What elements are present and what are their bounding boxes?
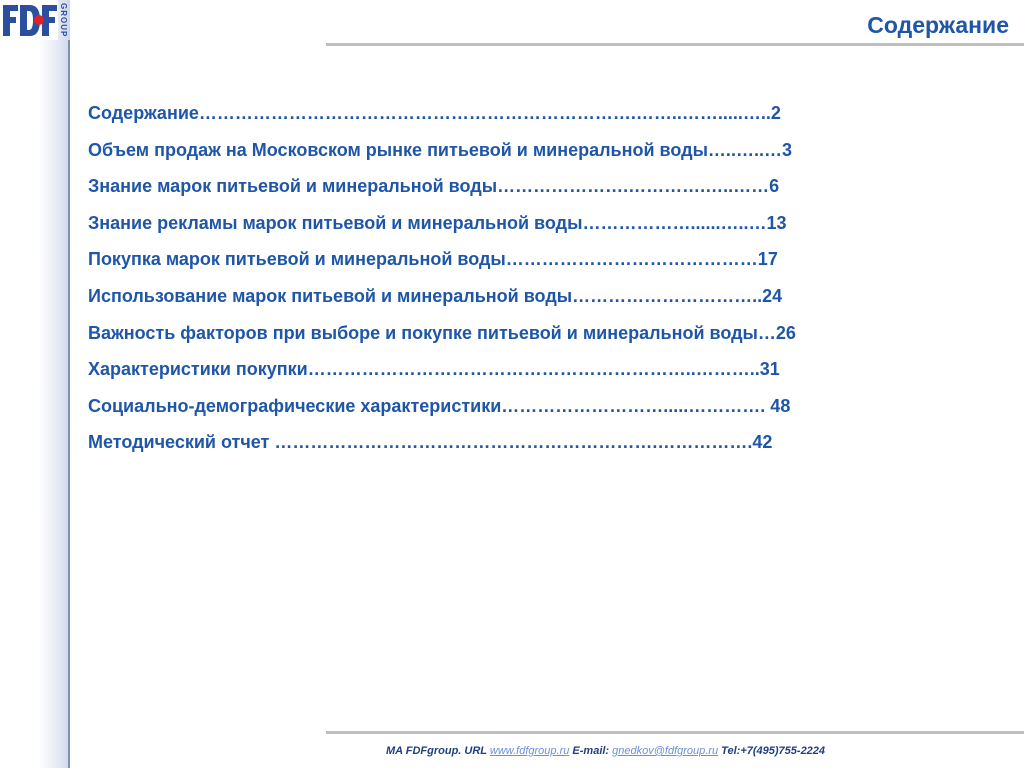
footer-email-label: E-mail: — [569, 745, 613, 757]
toc-item[interactable]: Использование марок питьевой и минеральной воды…………………………..24 — [88, 285, 783, 306]
footer-contact — [386, 745, 986, 757]
fdf-logo-icon — [0, 0, 58, 40]
footer-phone: Tel:+7(495)755-2224 — [718, 745, 826, 757]
page-title: Содержание — [867, 12, 1009, 38]
toc-item[interactable]: Характеристики покупки………………………………………………………..………..31 — [88, 359, 780, 380]
toc-item[interactable]: Методический отчет ……………………………………………………….…………….42 — [88, 432, 773, 453]
toc-item[interactable]: Социально-демографические характеристики……………………….....…………. 48 — [88, 395, 791, 416]
toc-item[interactable]: Объем продаж на Московском рынке питьевой и минеральной воды…..…..…3 — [88, 139, 792, 160]
header-divider — [326, 43, 1024, 46]
left-sidebar-band — [0, 0, 70, 768]
email-link[interactable]: gnedkov@fdfgroup.ru — [612, 745, 719, 757]
toc-item[interactable]: Покупка марок питьевой и минеральной воды……………………………………17 — [88, 249, 778, 270]
toc-item[interactable]: Содержание……………………………………………………………….……..…….....…..2 — [88, 103, 781, 123]
fdf-group-logo — [0, 0, 70, 40]
logo-group-text: GROUP — [59, 2, 68, 38]
sidebar-border — [68, 40, 70, 768]
toc-item[interactable]: Знание рекламы марок питьевой и минеральной воды………………......…..…13 — [88, 212, 787, 233]
table-of-contents — [88, 98, 1008, 464]
toc-item[interactable]: Знание марок питьевой и минеральной воды………………….………….…..……6 — [88, 176, 780, 197]
website-link[interactable]: www.fdfgroup.ru — [489, 745, 570, 757]
toc-item[interactable]: Важность факторов при выборе и покупке питьевой и минеральной воды…26 — [88, 322, 796, 343]
footer-divider — [326, 731, 1024, 734]
footer-prefix: MA FDFgroup. URL — [386, 745, 490, 757]
